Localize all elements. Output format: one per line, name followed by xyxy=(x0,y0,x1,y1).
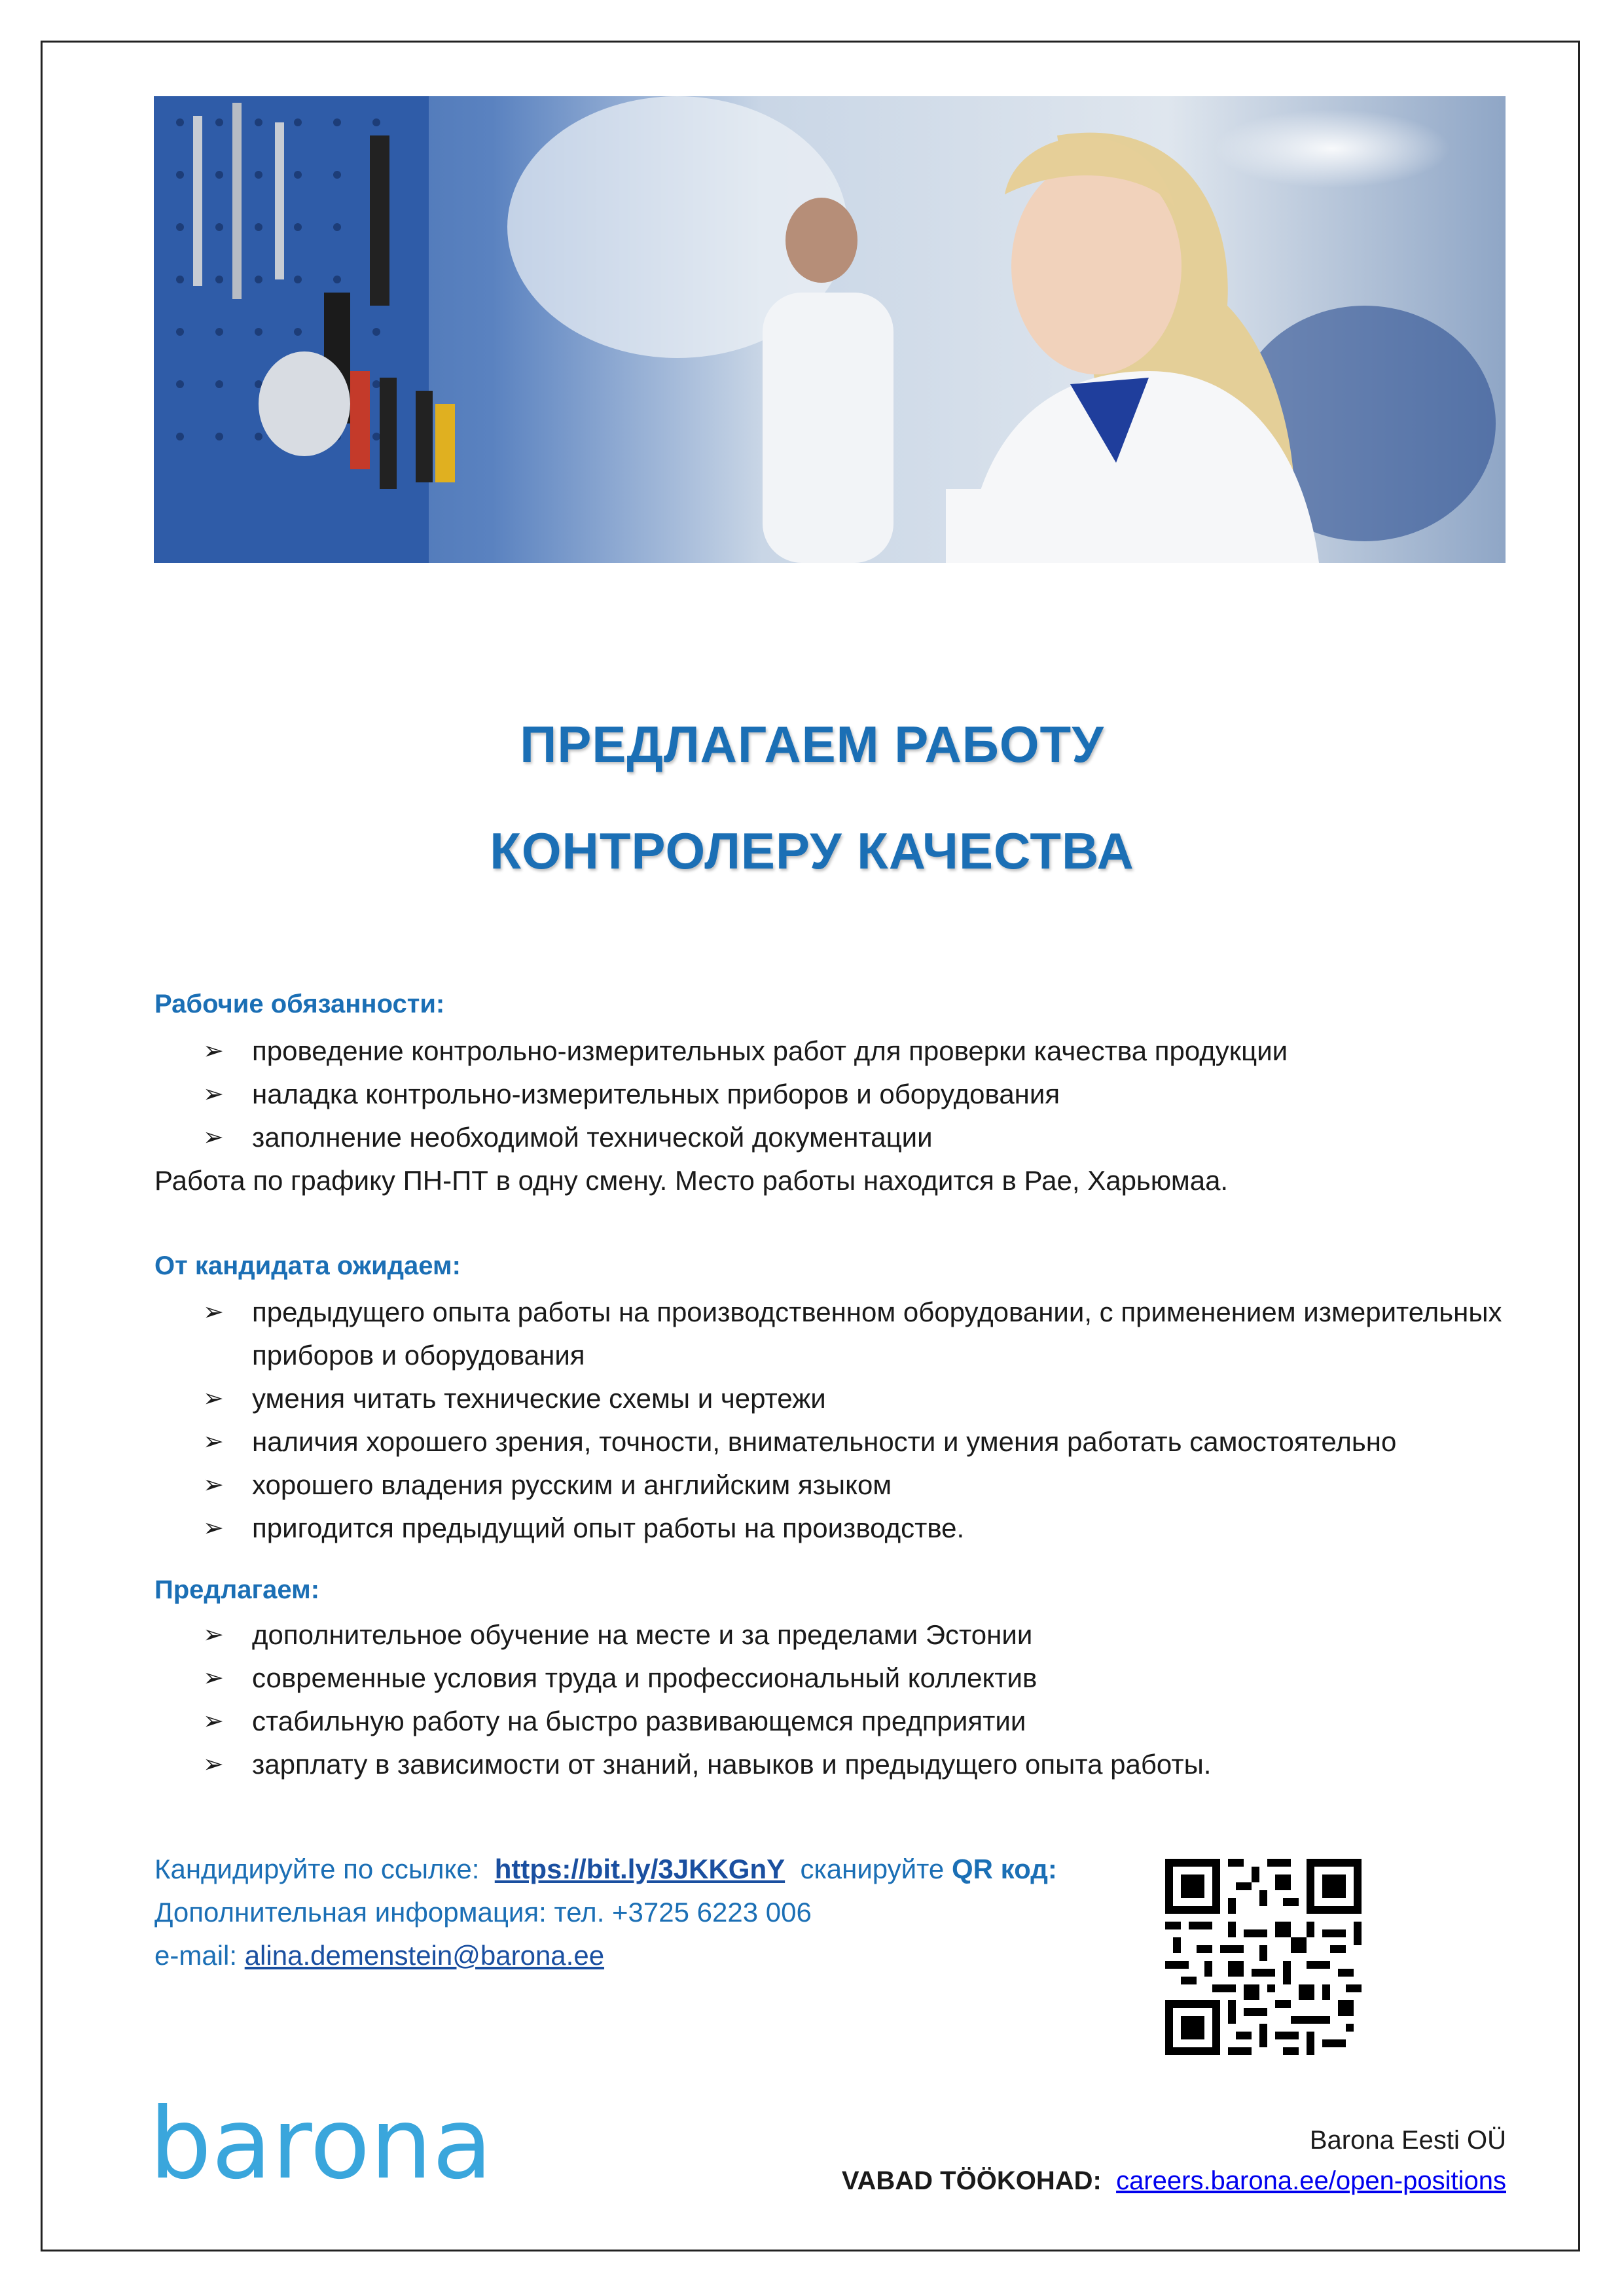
expectations-list xyxy=(203,1291,1545,1550)
arrow-bullet-icon: ➢ xyxy=(203,1081,224,1108)
barona-logo-text: barona xyxy=(149,2098,493,2193)
list-item-text: хорошего владения русским и английским языком xyxy=(252,1469,892,1500)
arrow-bullet-icon: ➢ xyxy=(203,1124,224,1151)
list-item-text: проведение контрольно-измерительных работ для проверки качества продукции xyxy=(252,1035,1288,1066)
offer-title: Предлагаем: xyxy=(154,1575,320,1604)
list-item-text: заполнение необходимой технической документации xyxy=(252,1122,933,1153)
info-line: Дополнительная информация: тел. +3725 6223 006 xyxy=(154,1897,812,1928)
scan-label: сканируйте xyxy=(800,1854,945,1884)
arrow-bullet-icon: ➢ xyxy=(203,1515,224,1542)
list-item xyxy=(203,1420,1545,1463)
email-link[interactable]: alina.demenstein@barona.ee xyxy=(244,1940,605,1971)
jobs-link[interactable]: careers.barona.ee/open-positions xyxy=(1116,2166,1506,2195)
email-label: e-mail: xyxy=(154,1940,238,1971)
list-item xyxy=(203,1116,1545,1159)
arrow-bullet-icon: ➢ xyxy=(203,1385,224,1412)
list-item-text: современные условия труда и профессиональный коллектив xyxy=(252,1662,1038,1693)
arrow-bullet-icon: ➢ xyxy=(203,1664,224,1692)
arrow-bullet-icon: ➢ xyxy=(203,1708,224,1735)
qr-label: QR код: xyxy=(951,1854,1057,1884)
offer-list xyxy=(203,1613,1545,1786)
list-item-text: дополнительное обучение на месте и за пределами Эстонии xyxy=(252,1619,1033,1650)
list-item xyxy=(203,1073,1545,1116)
headline-line-2: КОНТРОЛЕРУ КАЧЕСТВА xyxy=(490,822,1134,880)
apply-label: Кандидируйте по ссылке: xyxy=(154,1854,480,1884)
header-photo xyxy=(154,96,1506,563)
apply-link[interactable]: https://bit.ly/3JKKGnY xyxy=(494,1854,785,1884)
list-item xyxy=(203,1463,1545,1507)
list-item-text: пригодится предыдущий опыт работы на производстве. xyxy=(252,1513,965,1543)
arrow-bullet-icon: ➢ xyxy=(203,1621,224,1649)
jobs-label: VABAD TÖÖKOHAD: xyxy=(841,2166,1102,2195)
schedule-note: Работа по графику ПН-ПТ в одну смену. Место работы находится в Рае, Харьюмаа. xyxy=(154,1165,1229,1196)
arrow-bullet-icon: ➢ xyxy=(203,1037,224,1065)
arrow-bullet-icon: ➢ xyxy=(203,1428,224,1456)
list-item xyxy=(203,1507,1545,1550)
duties-title: Рабочие обязанности: xyxy=(154,990,445,1018)
barona-logo xyxy=(149,2098,522,2193)
qr-code-icon[interactable] xyxy=(1165,1859,1362,2055)
list-item-text: наличия хорошего зрения, точности, внимательности и умения работать самостоятельно xyxy=(252,1426,1397,1457)
arrow-bullet-icon: ➢ xyxy=(203,1751,224,1778)
headline-line-1: ПРЕДЛАГАЕМ РАБОТУ xyxy=(520,715,1104,773)
list-item xyxy=(203,1377,1545,1420)
list-item-text: зарплату в зависимости от знаний, навыков и предыдущего опыта работы. xyxy=(252,1749,1212,1780)
email-line xyxy=(154,1934,604,1977)
list-item xyxy=(203,1030,1545,1073)
duties-list xyxy=(203,1030,1545,1159)
expectations-title: От кандидата ожидаем: xyxy=(154,1251,461,1280)
list-item-text: умения читать технические схемы и чертежи xyxy=(252,1383,826,1414)
jobs-line xyxy=(842,2166,1506,2196)
arrow-bullet-icon: ➢ xyxy=(203,1299,224,1326)
company-name: Barona Eesti OÜ xyxy=(1309,2126,1506,2155)
list-item-text: стабильную работу на быстро развивающемся предприятии xyxy=(252,1706,1026,1736)
list-item-text: предыдущего опыта работы на производственном оборудовании, с применением измерительных приборов и оборудования xyxy=(252,1297,1502,1371)
list-item xyxy=(203,1657,1545,1700)
list-item xyxy=(203,1743,1545,1786)
list-item xyxy=(203,1613,1545,1657)
list-item xyxy=(203,1291,1545,1377)
list-item xyxy=(203,1700,1545,1743)
arrow-bullet-icon: ➢ xyxy=(203,1471,224,1499)
apply-line xyxy=(154,1848,1057,1891)
list-item-text: наладка контрольно-измерительных приборов и оборудования xyxy=(252,1079,1060,1109)
